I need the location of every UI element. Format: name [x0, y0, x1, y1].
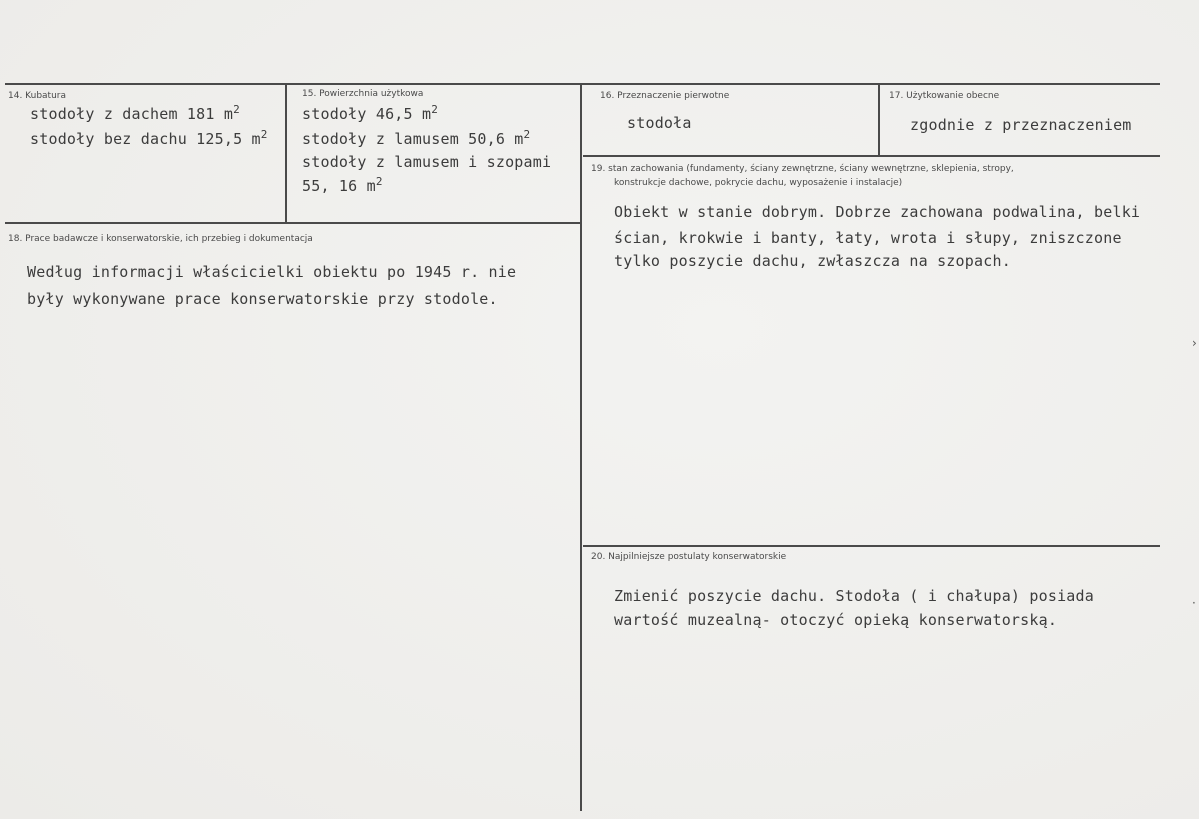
edge-mark-top: ›	[1192, 336, 1197, 350]
field-17-value: zgodnie z przeznaczeniem	[910, 116, 1132, 134]
field-19-line-3: tylko poszycie dachu, zwłaszcza na szopach.	[614, 252, 1011, 270]
edge-mark-bottom: ·	[1192, 596, 1196, 610]
field-17-label: 17. Użytkowanie obecne	[889, 91, 1000, 101]
field-16-value: stodoła	[627, 114, 692, 132]
field-15-line-4: 55, 16 $m^2$	[302, 175, 383, 195]
rule-above-20	[583, 545, 1160, 547]
field-20-label: 20. Najpilniejsze postulaty konserwatorskie	[591, 552, 787, 562]
top-rule	[5, 83, 1160, 85]
field-15-line-1: stodoły 46,5 $m^2$	[302, 103, 439, 123]
field-20-line-2: wartość muzealną- otoczyć opieką konserwatorską.	[614, 611, 1058, 629]
rule-below-16-17	[583, 155, 1160, 157]
field-16-label: 16. Przeznaczenie pierwotne	[600, 91, 730, 101]
field-14-line-1: stodoły z dachem 181 $m^2$	[30, 103, 240, 123]
field-15-line-3: stodoły z lamusem i szopami	[302, 153, 552, 171]
field-19-label-line-1: 19. stan zachowania (fundamenty, ściany zewnętrzne, ściany wewnętrzne, sklepienia, stropy,	[591, 164, 1014, 174]
field-19-line-1: Obiekt w stanie dobrym. Dobrze zachowana podwalina, belki	[614, 203, 1141, 221]
field-18-line-1: Według informacji właścicielki obiektu po 1945 r. nie	[27, 263, 517, 281]
field-15-line-2: stodoły z lamusem 50,6 $m^2$	[302, 128, 531, 148]
field-18-label: 18. Prace badawcze i konserwatorskie, ich przebieg i dokumentacja	[8, 234, 313, 244]
field-14-label: 14. Kubatura	[8, 91, 67, 101]
field-14-line-2: stodoły bez dachu 125,5 $m^2$	[30, 128, 268, 148]
field-15-label: 15. Powierzchnia użytkowa	[302, 89, 424, 99]
field-19-label-line-2: konstrukcje dachowe, pokrycie dachu, wyposażenie i instalacje)	[614, 178, 903, 188]
field-18-line-2: były wykonywane prace konserwatorskie przy stodole.	[27, 290, 498, 308]
center-divider	[580, 83, 582, 811]
rule-below-14-15	[5, 222, 580, 224]
divider-16-17	[878, 83, 880, 156]
field-19-line-2: ścian, krokwie i banty, łaty, wrota i słupy, zniszczone	[614, 229, 1122, 247]
divider-14-15	[285, 83, 287, 224]
field-20-line-1: Zmienić poszycie dachu. Stodoła ( i chałupa) posiada	[614, 587, 1094, 605]
